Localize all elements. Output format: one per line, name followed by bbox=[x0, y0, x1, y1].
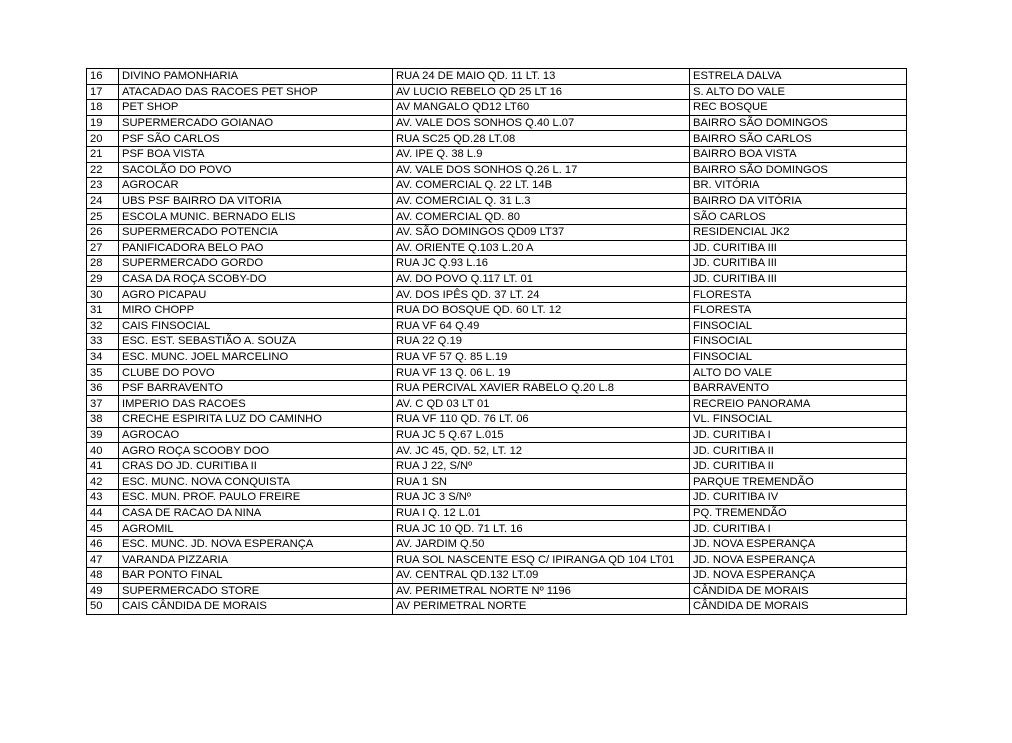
table-row bbox=[87, 334, 907, 350]
address-cell: RUA VF 110 QD. 76 LT. 06 bbox=[393, 412, 690, 428]
row-number-cell: 44 bbox=[87, 505, 119, 521]
neighborhood-cell: BAIRRO SÃO CARLOS bbox=[690, 131, 907, 147]
neighborhood-cell: ESTRELA DALVA bbox=[690, 69, 907, 85]
row-number-cell: 16 bbox=[87, 69, 119, 85]
row-number-cell: 38 bbox=[87, 412, 119, 428]
establishment-name-cell: CAIS CÂNDIDA DE MORAIS bbox=[119, 599, 393, 615]
neighborhood-cell: BR. VITÓRIA bbox=[690, 178, 907, 194]
table-row bbox=[87, 131, 907, 147]
table-row bbox=[87, 552, 907, 568]
neighborhood-cell: BAIRRO BOA VISTA bbox=[690, 146, 907, 162]
address-cell: RUA PERCIVAL XAVIER RABELO Q.20 L.8 bbox=[393, 380, 690, 396]
table-row bbox=[87, 178, 907, 194]
neighborhood-cell: JD. CURITIBA III bbox=[690, 256, 907, 272]
establishment-name-cell: CRAS DO JD. CURITIBA II bbox=[119, 458, 393, 474]
address-cell: AV. DO POVO Q.117 LT. 01 bbox=[393, 271, 690, 287]
table-row bbox=[87, 365, 907, 381]
establishment-name-cell: PSF BOA VISTA bbox=[119, 146, 393, 162]
address-cell: AV. COMERCIAL Q. 22 LT. 14B bbox=[393, 178, 690, 194]
establishment-name-cell: SUPERMERCADO POTENCIA bbox=[119, 224, 393, 240]
address-cell: RUA SOL NASCENTE ESQ C/ IPIRANGA QD 104 LT01 bbox=[393, 552, 690, 568]
table-row bbox=[87, 427, 907, 443]
neighborhood-cell: JD. CURITIBA IV bbox=[690, 490, 907, 506]
row-number-cell: 26 bbox=[87, 224, 119, 240]
row-number-cell: 50 bbox=[87, 599, 119, 615]
address-cell: AV. COMERCIAL QD. 80 bbox=[393, 209, 690, 225]
row-number-cell: 28 bbox=[87, 256, 119, 272]
row-number-cell: 40 bbox=[87, 443, 119, 459]
establishment-name-cell: CLUBE DO POVO bbox=[119, 365, 393, 381]
table-row bbox=[87, 599, 907, 615]
neighborhood-cell: S. ALTO DO VALE bbox=[690, 84, 907, 100]
address-cell: RUA 24 DE MAIO QD. 11 LT. 13 bbox=[393, 69, 690, 85]
establishment-name-cell: ESC. EST. SEBASTIÃO A. SOUZA bbox=[119, 334, 393, 350]
row-number-cell: 24 bbox=[87, 193, 119, 209]
address-cell: AV. SÃO DOMINGOS QD09 LT37 bbox=[393, 224, 690, 240]
neighborhood-cell: FINSOCIAL bbox=[690, 334, 907, 350]
table-row bbox=[87, 443, 907, 459]
row-number-cell: 43 bbox=[87, 490, 119, 506]
neighborhood-cell: JD. CURITIBA II bbox=[690, 458, 907, 474]
neighborhood-cell: SÃO CARLOS bbox=[690, 209, 907, 225]
establishment-name-cell: PSF BARRAVENTO bbox=[119, 380, 393, 396]
neighborhood-cell: FLORESTA bbox=[690, 302, 907, 318]
neighborhood-cell: BAIRRO SÃO DOMINGOS bbox=[690, 162, 907, 178]
row-number-cell: 27 bbox=[87, 240, 119, 256]
establishment-name-cell: CRECHE ESPIRITA LUZ DO CAMINHO bbox=[119, 412, 393, 428]
table-row bbox=[87, 474, 907, 490]
neighborhood-cell: RECREIO PANORAMA bbox=[690, 396, 907, 412]
table-row bbox=[87, 240, 907, 256]
neighborhood-cell: PQ. TREMENDÃO bbox=[690, 505, 907, 521]
row-number-cell: 31 bbox=[87, 302, 119, 318]
establishment-name-cell: ESC. MUNC. JOEL MARCELINO bbox=[119, 349, 393, 365]
table-row bbox=[87, 458, 907, 474]
address-cell: AV. IPE Q. 38 L.9 bbox=[393, 146, 690, 162]
neighborhood-cell: CÂNDIDA DE MORAIS bbox=[690, 599, 907, 615]
address-cell: AV MANGALO QD12 LT60 bbox=[393, 100, 690, 116]
table-row bbox=[87, 396, 907, 412]
neighborhood-cell: JD. CURITIBA I bbox=[690, 427, 907, 443]
establishment-name-cell: AGROMIL bbox=[119, 521, 393, 537]
neighborhood-cell: FLORESTA bbox=[690, 287, 907, 303]
row-number-cell: 19 bbox=[87, 115, 119, 131]
address-cell: RUA 1 SN bbox=[393, 474, 690, 490]
neighborhood-cell: JD. NOVA ESPERANÇA bbox=[690, 568, 907, 584]
establishment-name-cell: SACOLÃO DO POVO bbox=[119, 162, 393, 178]
table-row bbox=[87, 349, 907, 365]
address-cell: RUA VF 57 Q. 85 L.19 bbox=[393, 349, 690, 365]
row-number-cell: 37 bbox=[87, 396, 119, 412]
establishment-name-cell: MIRO CHOPP bbox=[119, 302, 393, 318]
establishment-name-cell: VARANDA PIZZARIA bbox=[119, 552, 393, 568]
establishment-name-cell: SUPERMERCADO GORDO bbox=[119, 256, 393, 272]
neighborhood-cell: JD. CURITIBA I bbox=[690, 521, 907, 537]
address-cell: RUA 22 Q.19 bbox=[393, 334, 690, 350]
neighborhood-cell: JD. NOVA ESPERANÇA bbox=[690, 536, 907, 552]
neighborhood-cell: ALTO DO VALE bbox=[690, 365, 907, 381]
establishment-name-cell: ESC. MUNC. NOVA CONQUISTA bbox=[119, 474, 393, 490]
establishment-name-cell: ESC. MUN. PROF. PAULO FREIRE bbox=[119, 490, 393, 506]
address-cell: RUA SC25 QD.28 LT.08 bbox=[393, 131, 690, 147]
table-row bbox=[87, 583, 907, 599]
neighborhood-cell: BAIRRO SÃO DOMINGOS bbox=[690, 115, 907, 131]
neighborhood-cell: BARRAVENTO bbox=[690, 380, 907, 396]
table-row bbox=[87, 412, 907, 428]
table-row bbox=[87, 490, 907, 506]
neighborhood-cell: JD. CURITIBA III bbox=[690, 271, 907, 287]
table-row bbox=[87, 162, 907, 178]
address-cell: AV. JC 45, QD. 52, LT. 12 bbox=[393, 443, 690, 459]
table-row bbox=[87, 69, 907, 85]
row-number-cell: 25 bbox=[87, 209, 119, 225]
table-row bbox=[87, 256, 907, 272]
neighborhood-cell: CÂNDIDA DE MORAIS bbox=[690, 583, 907, 599]
neighborhood-cell: BAIRRO DA VITÓRIA bbox=[690, 193, 907, 209]
establishment-name-cell: PET SHOP bbox=[119, 100, 393, 116]
establishment-name-cell: AGRO ROÇA SCOOBY DOO bbox=[119, 443, 393, 459]
address-cell: AV. PERIMETRAL NORTE Nº 1196 bbox=[393, 583, 690, 599]
table-row bbox=[87, 271, 907, 287]
address-cell: AV LUCIO REBELO QD 25 LT 16 bbox=[393, 84, 690, 100]
row-number-cell: 34 bbox=[87, 349, 119, 365]
neighborhood-cell: PARQUE TREMENDÃO bbox=[690, 474, 907, 490]
neighborhood-cell: JD. NOVA ESPERANÇA bbox=[690, 552, 907, 568]
table-row bbox=[87, 146, 907, 162]
establishment-name-cell: CAIS FINSOCIAL bbox=[119, 318, 393, 334]
establishment-name-cell: IMPERIO DAS RACOES bbox=[119, 396, 393, 412]
neighborhood-cell: VL. FINSOCIAL bbox=[690, 412, 907, 428]
row-number-cell: 45 bbox=[87, 521, 119, 537]
neighborhood-cell: RESIDENCIAL JK2 bbox=[690, 224, 907, 240]
table-row bbox=[87, 380, 907, 396]
establishment-name-cell: ATACADAO DAS RACOES PET SHOP bbox=[119, 84, 393, 100]
row-number-cell: 35 bbox=[87, 365, 119, 381]
address-cell: RUA I Q. 12 L.01 bbox=[393, 505, 690, 521]
row-number-cell: 29 bbox=[87, 271, 119, 287]
row-number-cell: 30 bbox=[87, 287, 119, 303]
address-cell: AV. VALE DOS SONHOS Q.40 L.07 bbox=[393, 115, 690, 131]
row-number-cell: 23 bbox=[87, 178, 119, 194]
neighborhood-cell: FINSOCIAL bbox=[690, 349, 907, 365]
row-number-cell: 49 bbox=[87, 583, 119, 599]
establishment-name-cell: ESCOLA MUNIC. BERNADO ELIS bbox=[119, 209, 393, 225]
address-cell: RUA JC 5 Q.67 L.015 bbox=[393, 427, 690, 443]
table-row bbox=[87, 505, 907, 521]
address-cell: RUA VF 13 Q. 06 L. 19 bbox=[393, 365, 690, 381]
address-cell: AV. COMERCIAL Q. 31 L.3 bbox=[393, 193, 690, 209]
row-number-cell: 39 bbox=[87, 427, 119, 443]
table-row bbox=[87, 100, 907, 116]
address-cell: AV. DOS IPÊS QD. 37 LT. 24 bbox=[393, 287, 690, 303]
table-row bbox=[87, 302, 907, 318]
address-cell: RUA JC 3 S/Nº bbox=[393, 490, 690, 506]
row-number-cell: 41 bbox=[87, 458, 119, 474]
establishment-name-cell: UBS PSF BAIRRO DA VITORIA bbox=[119, 193, 393, 209]
row-number-cell: 18 bbox=[87, 100, 119, 116]
neighborhood-cell: JD. CURITIBA III bbox=[690, 240, 907, 256]
table-row bbox=[87, 536, 907, 552]
establishment-name-cell: PSF SÃO CARLOS bbox=[119, 131, 393, 147]
address-cell: AV PERIMETRAL NORTE bbox=[393, 599, 690, 615]
establishment-name-cell: AGRO PICAPAU bbox=[119, 287, 393, 303]
row-number-cell: 22 bbox=[87, 162, 119, 178]
address-cell: AV. C QD 03 LT 01 bbox=[393, 396, 690, 412]
address-cell: AV. JARDIM Q.50 bbox=[393, 536, 690, 552]
row-number-cell: 20 bbox=[87, 131, 119, 147]
row-number-cell: 17 bbox=[87, 84, 119, 100]
table-row bbox=[87, 84, 907, 100]
address-cell: RUA DO BOSQUE QD. 60 LT. 12 bbox=[393, 302, 690, 318]
address-cell: RUA JC 10 QD. 71 LT. 16 bbox=[393, 521, 690, 537]
neighborhood-cell: FINSOCIAL bbox=[690, 318, 907, 334]
address-cell: AV. CENTRAL QD.132 LT.09 bbox=[393, 568, 690, 584]
establishment-name-cell: BAR PONTO FINAL bbox=[119, 568, 393, 584]
row-number-cell: 42 bbox=[87, 474, 119, 490]
address-cell: RUA JC Q.93 L.16 bbox=[393, 256, 690, 272]
establishment-name-cell: AGROCAO bbox=[119, 427, 393, 443]
neighborhood-cell: REC BOSQUE bbox=[690, 100, 907, 116]
table-row bbox=[87, 224, 907, 240]
table-row bbox=[87, 521, 907, 537]
row-number-cell: 47 bbox=[87, 552, 119, 568]
row-number-cell: 21 bbox=[87, 146, 119, 162]
establishment-name-cell: AGROCAR bbox=[119, 178, 393, 194]
row-number-cell: 46 bbox=[87, 536, 119, 552]
table-row bbox=[87, 209, 907, 225]
establishment-name-cell: ESC. MUNC. JD. NOVA ESPERANÇA bbox=[119, 536, 393, 552]
row-number-cell: 36 bbox=[87, 380, 119, 396]
table-row bbox=[87, 287, 907, 303]
table-row bbox=[87, 115, 907, 131]
establishment-name-cell: DIVINO PAMONHARIA bbox=[119, 69, 393, 85]
table-row bbox=[87, 568, 907, 584]
address-cell: AV. VALE DOS SONHOS Q.26 L. 17 bbox=[393, 162, 690, 178]
table-body bbox=[87, 69, 907, 615]
table-row bbox=[87, 193, 907, 209]
neighborhood-cell: JD. CURITIBA II bbox=[690, 443, 907, 459]
locations-table bbox=[86, 68, 907, 615]
establishment-name-cell: SUPERMERCADO STORE bbox=[119, 583, 393, 599]
row-number-cell: 33 bbox=[87, 334, 119, 350]
row-number-cell: 32 bbox=[87, 318, 119, 334]
establishment-name-cell: SUPERMERCADO GOIANAO bbox=[119, 115, 393, 131]
establishment-name-cell: PANIFICADORA BELO PAO bbox=[119, 240, 393, 256]
address-cell: AV. ORIENTE Q.103 L.20 A bbox=[393, 240, 690, 256]
address-cell: RUA J 22, S/Nº bbox=[393, 458, 690, 474]
establishment-name-cell: CASA DA ROÇA SCOBY-DO bbox=[119, 271, 393, 287]
address-cell: RUA VF 64 Q.49 bbox=[393, 318, 690, 334]
row-number-cell: 48 bbox=[87, 568, 119, 584]
table-row bbox=[87, 318, 907, 334]
establishment-name-cell: CASA DE RACAO DA NINA bbox=[119, 505, 393, 521]
